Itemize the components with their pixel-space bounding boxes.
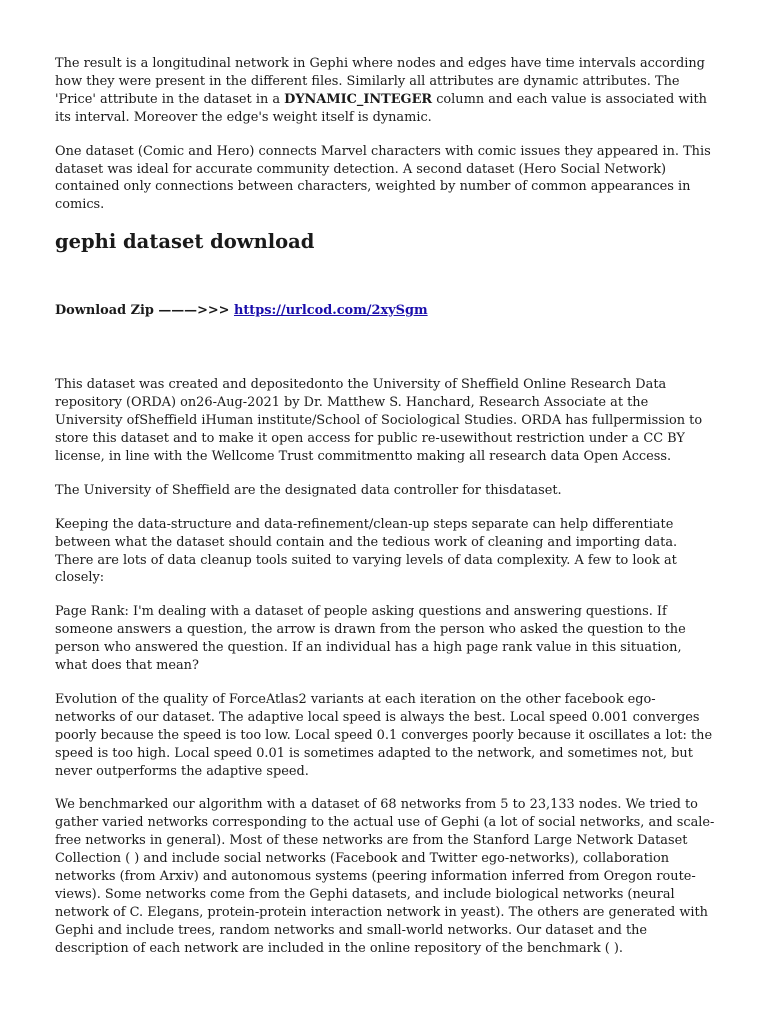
paragraph-forceatlas2: Evolution of the quality of ForceAtlas2 variants at each iteration on the other facebook ego-networks of our dataset. The adaptive local speed is always the best. Local speed 0.001 converges poorly because the speed is too low. Local speed 0.1 converges poorly because it oscillates a lot: the speed is too high. Local speed 0.01 is sometimes adapted to the network, and sometimes not, but never outperforms the adaptive speed. bbox=[55, 691, 713, 779]
paragraph-page-rank: Page Rank: I'm dealing with a dataset of people asking questions and answering questions. If someone answers a question, the arrow is drawn from the person who asked the question to the person who answered the question. If an individual has a high page rank value in this situation, what does that mean? bbox=[55, 604, 686, 674]
section-heading: gephi dataset download bbox=[55, 230, 315, 254]
paragraph-marvel-dataset: One dataset (Comic and Hero) connects Marvel characters with comic issues they appeared in. This dataset was ideal for accurate community detection. A second dataset (Hero Social Network) contained only connections between characters, weighted by number of common appearances in comics. bbox=[55, 143, 711, 213]
paragraph-data-cleanup: Keeping the data-structure and data-refinement/clean-up steps separate can help differentiate between what the dataset should contain and the tedious work of cleaning and importing data. There are lots of data cleanup tools suited to varying levels of data complexity. A few to look at closely: bbox=[55, 516, 678, 586]
download-label: Download Zip ———>>> bbox=[55, 303, 234, 319]
document-page bbox=[55, 55, 715, 974]
paragraph-text: column and each value is associated with its interval. Moreover the edge's weight itself is dynamic. bbox=[55, 91, 707, 125]
paragraph-text: The result is a longitudinal network in Gephi where nodes and edges have time intervals according how they were present in the different files. Similarly all attributes are dynamic attributes. The 'Price' attribute in the dataset in a bbox=[55, 56, 705, 107]
spacer bbox=[55, 320, 715, 376]
paragraph-data-controller: The University of Sheffield are the designated data controller for thisdataset. bbox=[55, 482, 562, 498]
download-link[interactable]: https://urlcod.com/2xySgm bbox=[233, 303, 428, 319]
download-line bbox=[55, 302, 715, 320]
paragraph-orda: This dataset was created and depositedonto the University of Sheffield Online Research Data repository (ORDA) on26-Aug-2021 by Dr. Matthew S. Hanchard, Research Associate at the University ofSheffield iHuman institute/School of Sociological Studies. ORDA has fullpermission to store this dataset and to make it open access for public re-usewithout restriction under a CC BY license, in line with the Wellcome Trust commitmentto making all research data Open Access. bbox=[55, 377, 703, 464]
paragraph-longitudinal-network bbox=[55, 55, 715, 127]
bold-term: DYNAMIC_INTEGER bbox=[284, 91, 433, 107]
paragraph-benchmark: We benchmarked our algorithm with a dataset of 68 networks from 5 to 23,133 nodes. We tried to gather varied networks corresponding to the actual use of Gephi (a lot of social networks, and scale-free networks in general). Most of these networks are from the Stanford Large Network Dataset Collection ( ) and include social networks (Facebook and Twitter ego-networks), collaboration networks (from Arxiv) and autonomous systems (peering information inferred from Oregon route-views). Some networks come from the Gephi datasets, and include biological networks (neural network of C. Elegans, protein-protein interaction network in yeast). The others are generated with Gephi and include trees, random networks and small-world networks. Our dataset and the description of each network are included in the online repository of the benchmark ( ). bbox=[55, 797, 715, 956]
